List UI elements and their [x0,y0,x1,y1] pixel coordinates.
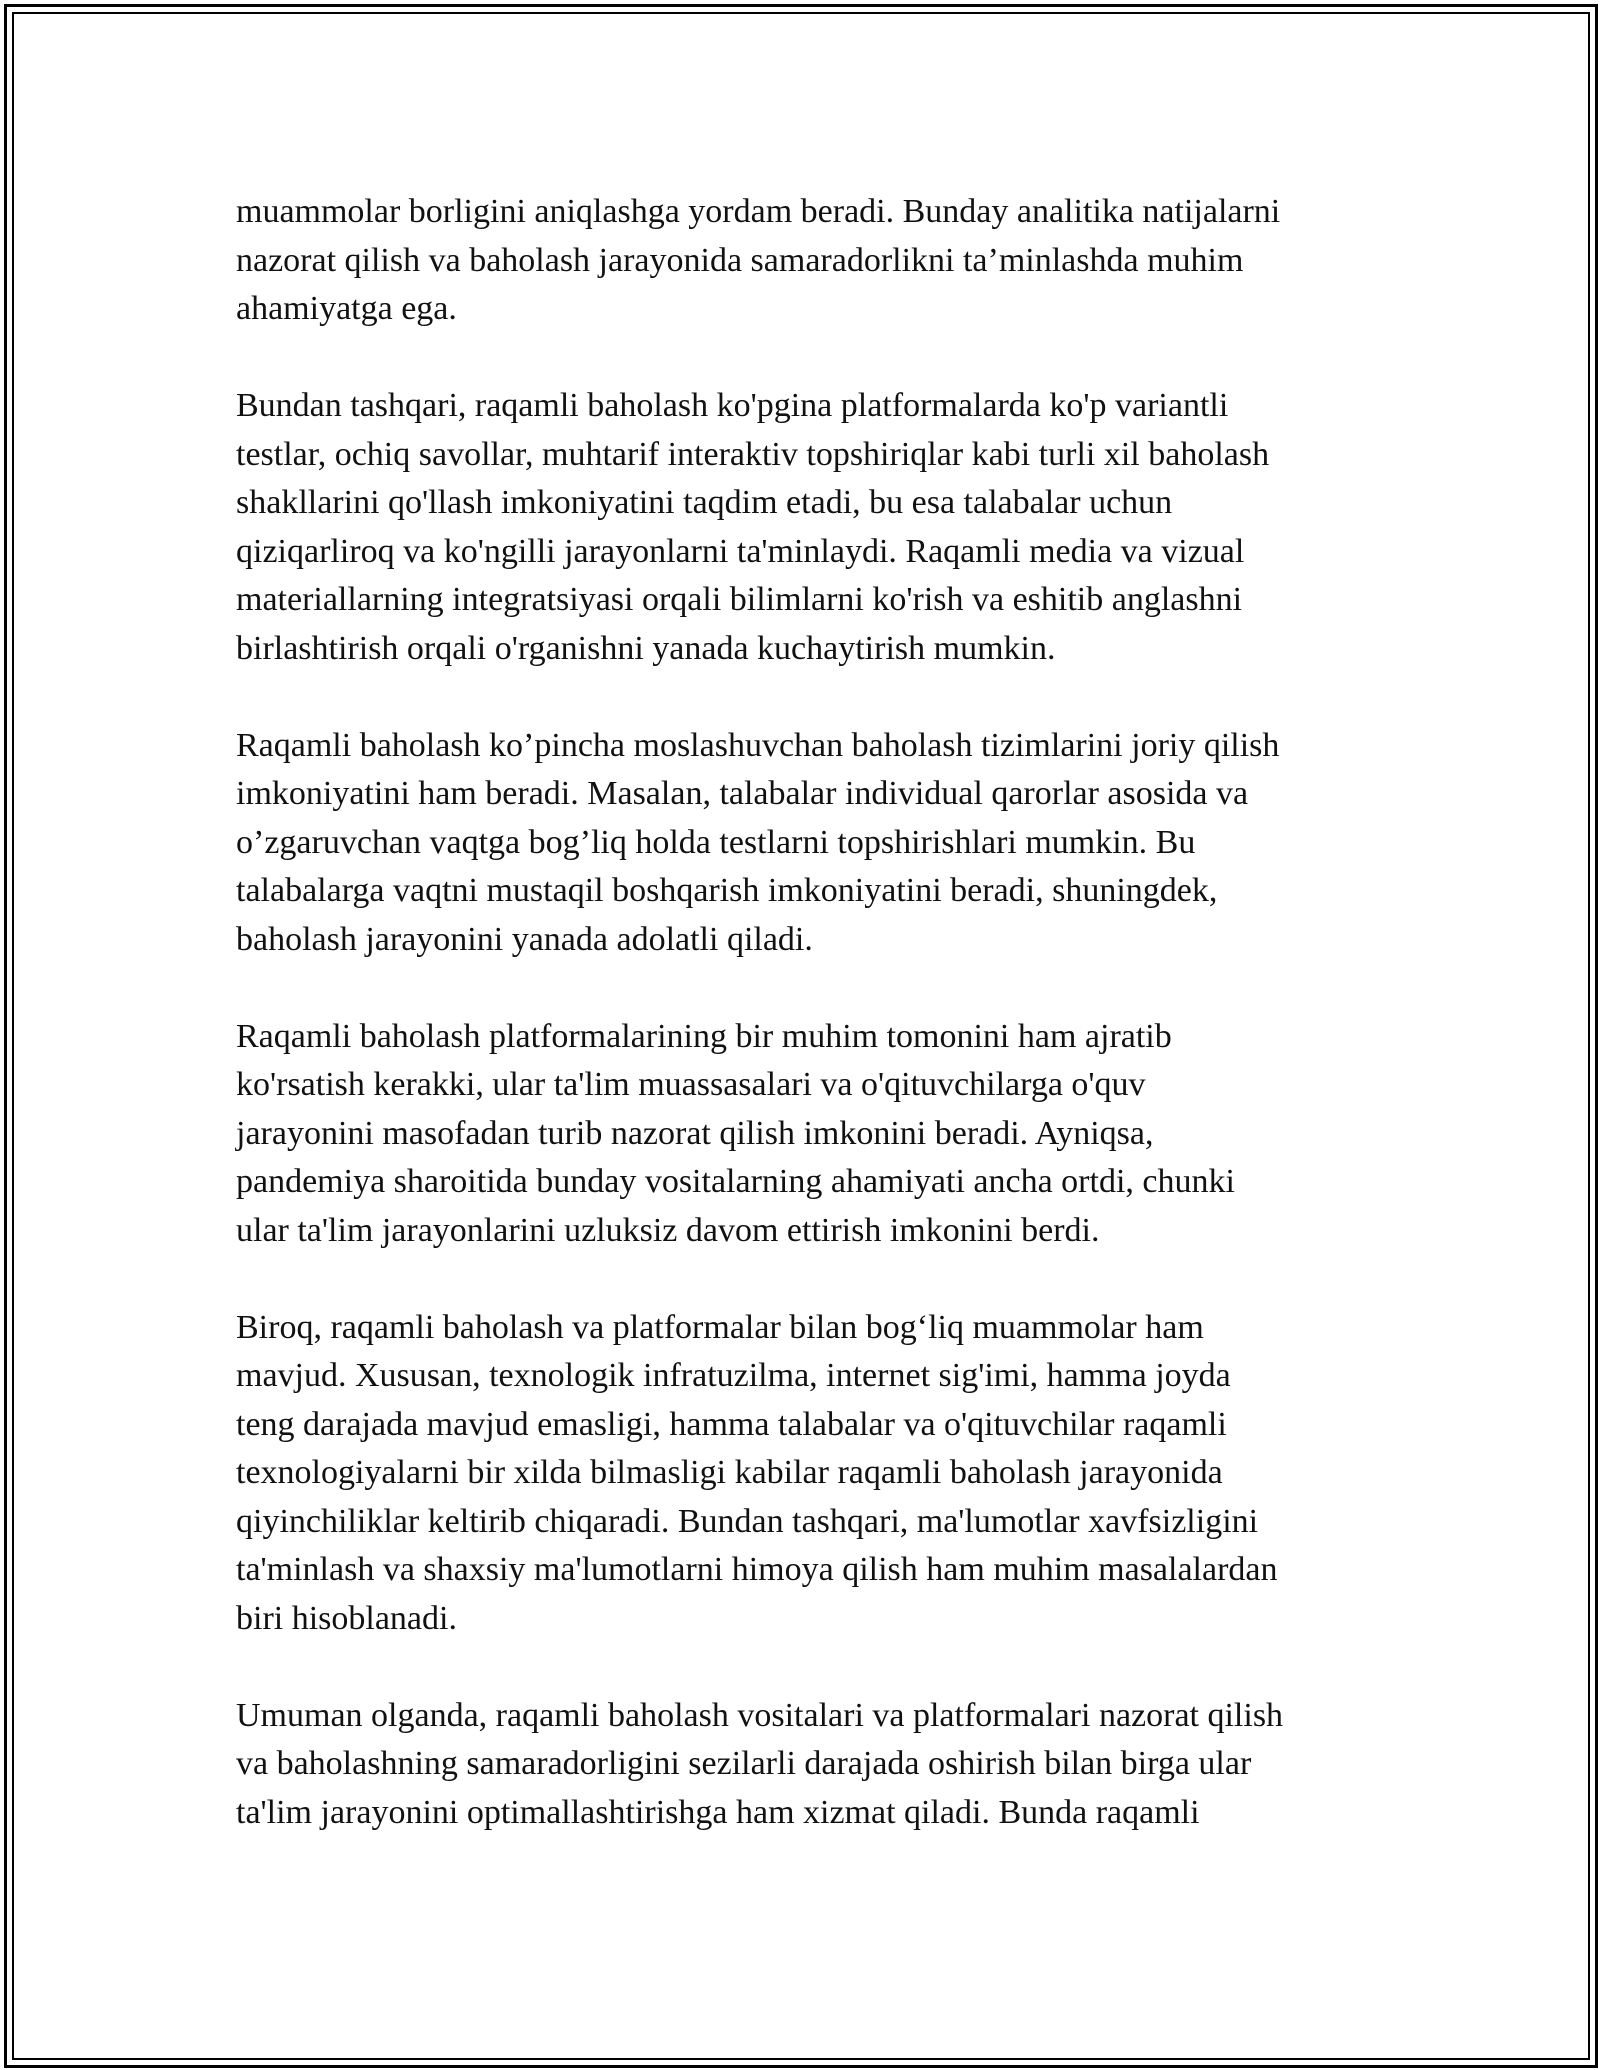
paragraph-assessment-forms: Bundan tashqari, raqamli baholash ko'pgina platformalarda ko'p variantli testlar, ochiq savollar, muhtarif interaktiv topshiriqlar kabi turli xil baholash shakllarini qo'llash imkoniyatini taqdim etadi, bu esa talabalar uchun qiziqarliroq va ko'ngilli jarayonlarni ta'minlaydi. Raqamli media va vizual materiallarning integratsiyasi orqali bilimlarni ko'rish va eshitib anglashni birlashtirish orqali o'rganishni yanada kuchaytirish mumkin. [236,387,1270,667]
paragraph-flexible-systems: Raqamli baholash ko’pincha moslashuvchan baholash tizimlarini joriy qilish imkoniyatini ham beradi. Masalan, talabalar individual qarorlar asosida va o’zgaruvchan vaqtga bog’liq holda testlarni topshirishlari mumkin. Bu talabalarga vaqtni mustaqil boshqarish imkoniyatini beradi, shuningdek, baholash jarayonini yanada adolatli qiladi. [236,726,1280,958]
paragraph-remote-control: Raqamli baholash platformalarining bir muhim tomonini ham ajratib ko'rsatish kerakki, ular ta'lim muassasalari va o'qituvchilarga o'quv jarayonini masofadan turib nazorat qilish imkonini beradi. Ayniqsa, pandemiya sharoitida bunday vositalarning ahamiyati ancha ortdi, chunki ular ta'lim jarayonlarini uzluksiz davom ettirish imkonini berdi. [236,1017,1235,1249]
paragraph-analytics: muammolar borligini aniqlashga yordam beradi. Bunday analitika natijalarni nazorat qilish va baholash jarayonida samaradorlikni ta’minlashda muhim ahamiyatga ega. [236,193,1281,327]
paragraph-challenges: Biroq, raqamli baholash va platformalar bilan bog‘liq muammolar ham mavjud. Xususan, texnologik infratuzilma, internet sig'imi, hamma joyda teng darajada mavjud emasligi, hamma talabalar va o'qituvchilar raqamli texnologiyalarni bir xilda bilmasligi kabilar raqamli baholash jarayonida qiyinchiliklar keltirib chiqaradi. Bundan tashqari, ma'lumotlar xavfsizligini ta'minlash va shaxsiy ma'lumotlarni himoya qilish ham muhim masalalardan biri hisoblanadi. [236,1308,1278,1637]
document-body [236,188,1376,1837]
paragraph-conclusion: Umuman olganda, raqamli baholash vositalari va platformalari nazorat qilish va baholashning samaradorligini sezilarli darajada oshirish bilan birga ular ta'lim jarayonini optimallashtirishga ham xizmat qiladi. Bunda raqamli [236,1696,1284,1831]
